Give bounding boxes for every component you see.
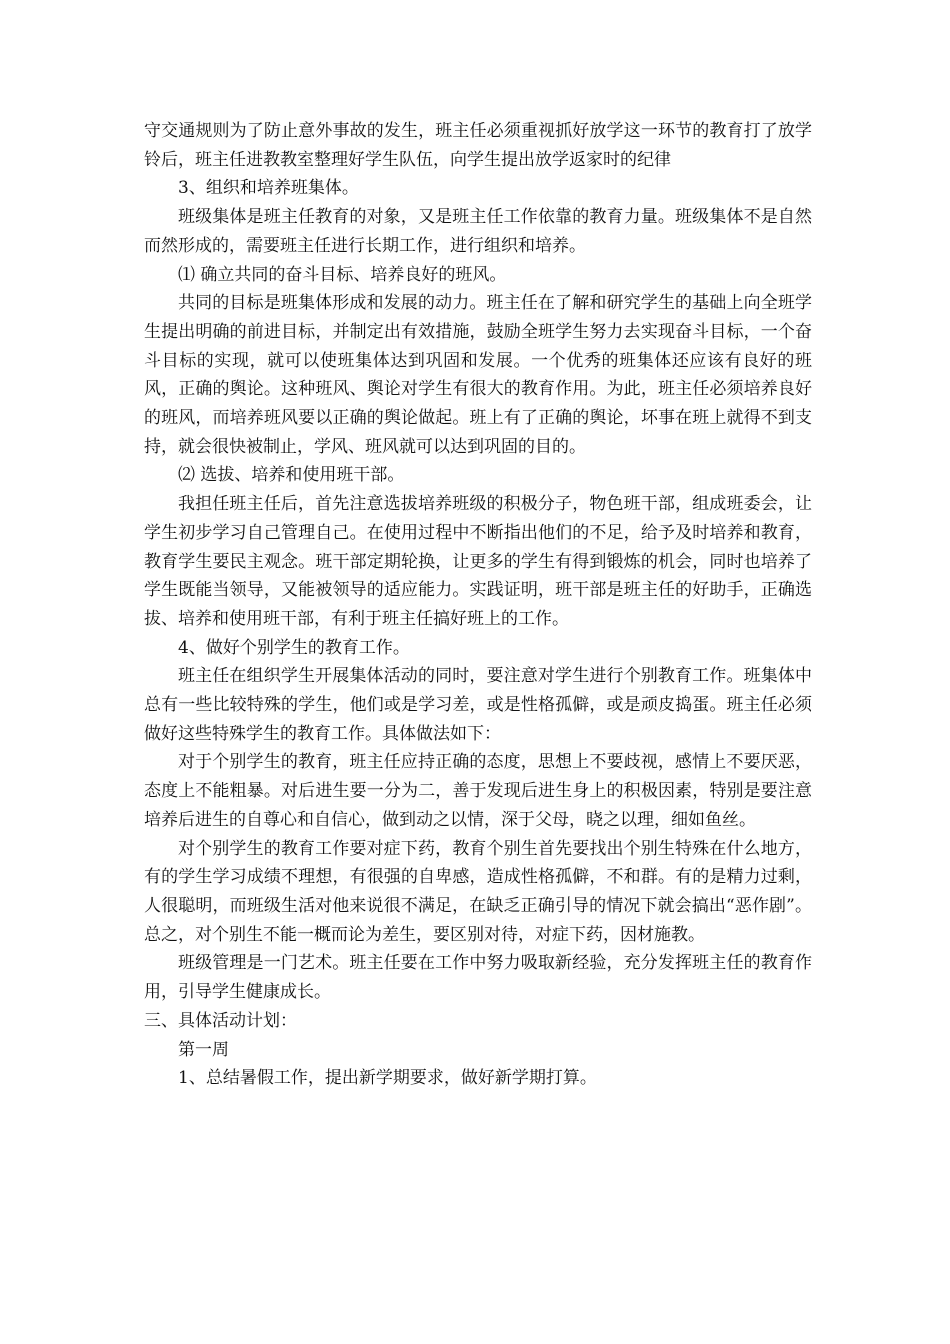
- paragraph: 守交通规则为了防止意外事故的发生，班主任必须重视抓好放学这一环节的教育打了放学铃后，班主任进教教室整理好学生队伍，向学生提出放学返家时的纪律: [144, 121, 812, 170]
- paragraph: 班级管理是一门艺术。班主任要在工作中努力吸取新经验，充分发挥班主任的教育作用，引导学生健康成长。: [144, 953, 812, 1003]
- paragraph: 对个别学生的教育工作要对症下药，教育个别生首先要找出个别生特殊在什么地方，有的学生学习成绩不理想，有很强的自卑感，造成性格孤僻，不和群。有的是精力过剩，人很聪明，而班级生活对他来说很不满足，在缺乏正确引导的情况下就会搞出“恶作剧”。总之，对个别生不能一概而论为差生，要区别对待，对症下药，因材施教。: [144, 838, 812, 945]
- chapter-heading: 三、具体活动计划：: [144, 1010, 297, 1031]
- paragraph: 共同的目标是班集体形成和发展的动力。班主任在了解和研究学生的基础上向全班学生提出明确的前进目标，并制定出有效措施，鼓励全班学生努力去实现奋斗目标，一个奋斗目标的实现，就可以使班集体达到巩固和发展。一个优秀的班集体还应该有良好的班风，正确的舆论。这种班风、舆论对学生有很大的教育作用。为此，班主任必须培养良好的班风，而培养班风要以正确的舆论做起。班上有了正确的舆论，坏事在班上就得不到支持，就会很快被制止，学风、班风就可以达到巩固的目的。: [144, 293, 812, 457]
- subsection-heading: ⑴ 确立共同的奋斗目标、培养良好的班风。: [178, 264, 507, 285]
- paragraph: 对于个别学生的教育，班主任应持正确的态度，思想上不要歧视，感情上不要厌恶，态度上不能粗暴。对后进生要一分为二，善于发现后进生身上的积极因素，特别是要注意培养后进生的自尊心和自信心，做到动之以情，深于父母，晓之以理，细如鱼丝。: [144, 752, 812, 830]
- subsection-heading: ⑵ 选拔、培养和使用班干部。: [178, 465, 405, 486]
- paragraph: 班主任在组织学生开展集体活动的同时，要注意对学生进行个别教育工作。班集体中总有一些比较特殊的学生，他们或是学习差，或是性格孤僻，或是顽皮捣蛋。班主任必须做好这些特殊学生的教育工作。具体做法如下：: [144, 666, 812, 744]
- paragraph: 班级集体是班主任教育的对象，又是班主任工作依靠的教育力量。班级集体不是自然而然形成的，需要班主任进行长期工作，进行组织和培养。: [144, 207, 812, 256]
- paragraph: 我担任班主任后，首先注意选拔培养班级的积极分子，物色班干部，组成班委会，让学生初步学习自己管理自己。在使用过程中不断指出他们的不足，给予及时培养和教育，教育学生要民主观念。班干部定期轮换，让更多的学生有得到锻炼的机会，同时也培养了学生既能当领导，又能被领导的适应能力。实践证明，班干部是班主任的好助手，正确选拔、培养和使用班干部，有利于班主任搞好班上的工作。: [144, 494, 812, 629]
- week-heading: 第一周: [178, 1039, 229, 1060]
- section-heading: 3、组织和培养班集体。: [178, 178, 359, 199]
- section-heading: 4、做好个别学生的教育工作。: [178, 637, 410, 658]
- document-body: [144, 117, 812, 1093]
- plan-item: 1、总结暑假工作，提出新学期要求，做好新学期打算。: [178, 1068, 597, 1089]
